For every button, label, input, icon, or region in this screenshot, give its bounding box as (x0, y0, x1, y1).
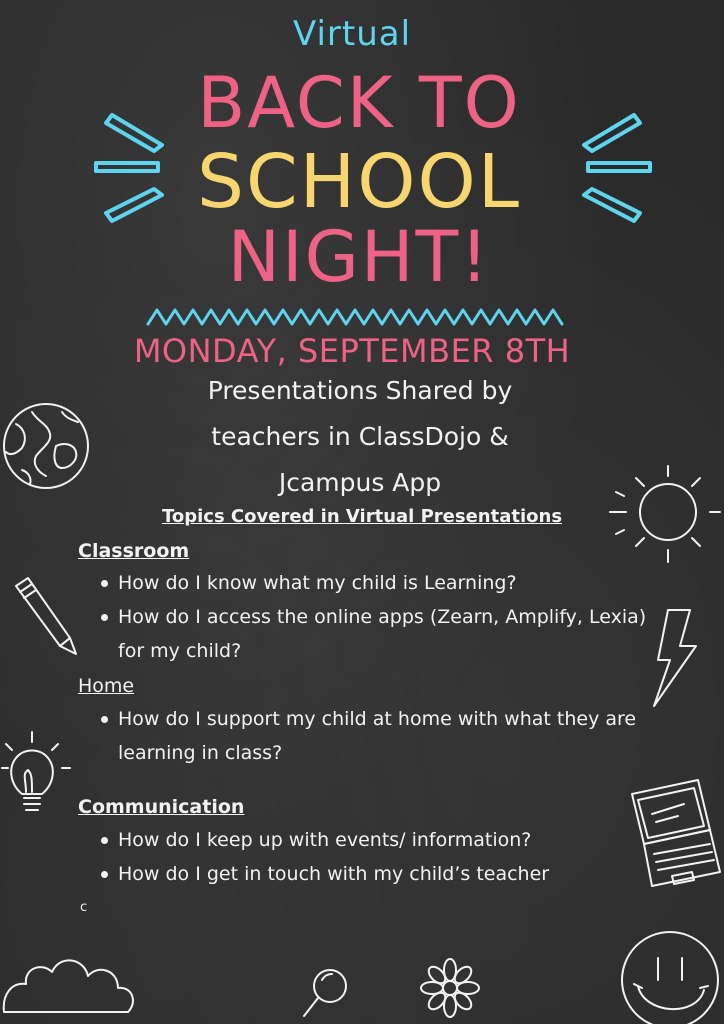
laptop-icon (622, 774, 722, 890)
title-line-3: NIGHT! (227, 216, 491, 298)
globe-icon (2, 398, 94, 494)
stray-character: c (80, 900, 88, 915)
virtual-label: Virtual (292, 14, 412, 54)
section-title-home: Home (78, 675, 135, 697)
presentations-text (150, 368, 570, 506)
section-title-classroom: Classroom (78, 540, 190, 562)
list-item: How do I support my child at home with what they are learning in class? (100, 702, 660, 770)
burst-lines-left-icon (92, 105, 172, 225)
lightbulb-icon (0, 724, 80, 830)
presentations-line-3: Jcampus App (278, 468, 442, 497)
sun-icon (606, 458, 722, 570)
topics-heading: Topics Covered in Virtual Presentations (161, 506, 563, 527)
list-item: How do I access the online apps (Zearn, Amplify, Lexia) for my child? (100, 600, 660, 668)
classroom-list (100, 566, 660, 668)
title-line-1: BACK TO (197, 62, 521, 144)
smiley-icon (614, 924, 718, 1020)
pencil-icon (10, 572, 80, 658)
cloud-icon (0, 924, 140, 1020)
title-line-2: SCHOOL (196, 139, 521, 225)
magnifier-icon (296, 962, 356, 1024)
section-title-communication: Communication (78, 796, 245, 818)
zigzag-line-icon (148, 300, 568, 330)
event-date: MONDAY, SEPTEMBER 8TH (133, 332, 571, 370)
burst-lines-right-icon (574, 105, 654, 225)
list-item: How do I get in touch with my child’s teacher (100, 857, 660, 891)
list-item: How do I keep up with events/ information? (100, 823, 660, 857)
presentations-line-1: Presentations Shared by (207, 376, 513, 405)
home-list (100, 702, 660, 770)
lightning-icon (650, 606, 706, 710)
flower-icon (420, 956, 480, 1022)
presentations-line-2: teachers in ClassDojo & (211, 422, 509, 451)
list-item: How do I know what my child is Learning? (100, 566, 660, 600)
communication-list (100, 823, 660, 891)
